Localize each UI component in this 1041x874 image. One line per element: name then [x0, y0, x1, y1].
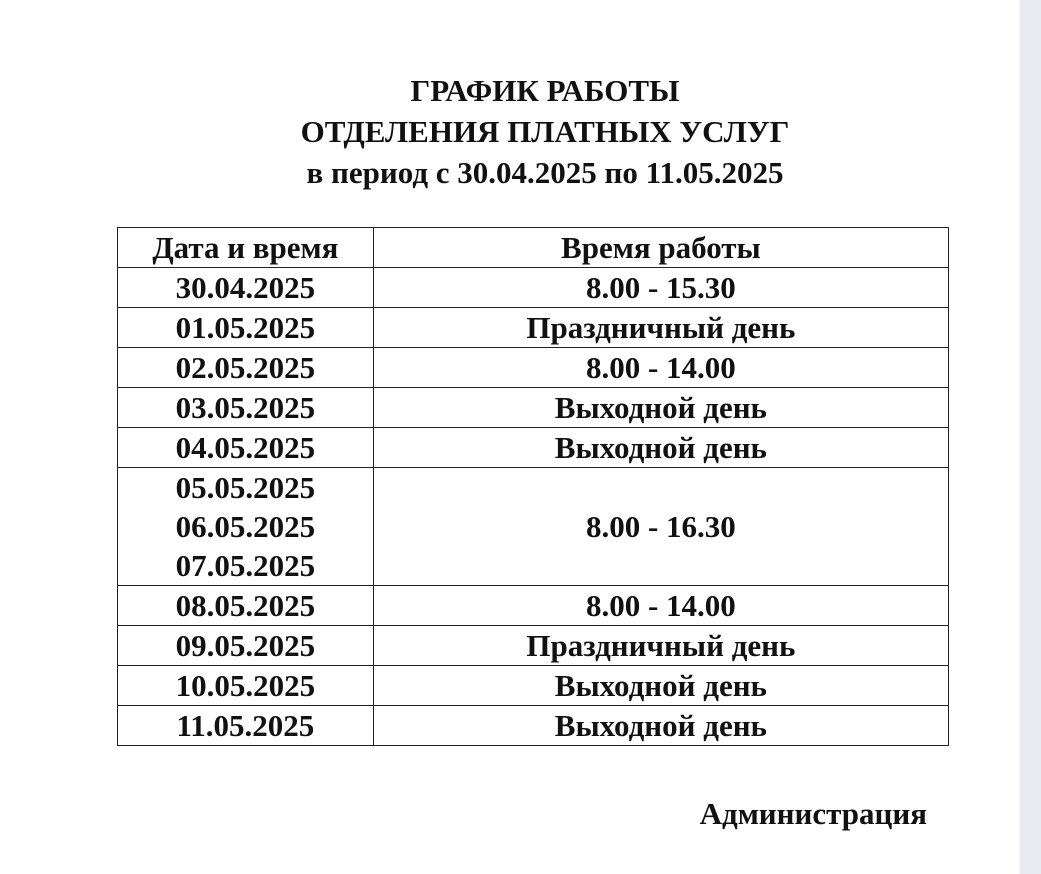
schedule-body [118, 268, 949, 746]
date-value: 10.05.2025 [175, 668, 316, 703]
hours-cell: Праздничный день [373, 626, 948, 666]
date-cell [118, 586, 374, 626]
scrollbar-track[interactable] [1020, 0, 1041, 874]
date-value: 30.04.2025 [175, 270, 316, 305]
title-line-3: в период с 30.04.2025 по 11.05.2025 [306, 155, 784, 190]
date-cell [118, 666, 374, 706]
date-value: 03.05.2025 [175, 390, 316, 425]
document-title [0, 70, 1041, 193]
title-line-2: ОТДЕЛЕНИЯ ПЛАТНЫХ УСЛУГ [300, 114, 790, 149]
date-value: 04.05.2025 [175, 430, 316, 465]
table-row [118, 348, 949, 388]
column-header-hours: Время работы [373, 228, 948, 268]
date-cell [118, 308, 374, 348]
table-row [118, 626, 949, 666]
table-row [118, 428, 949, 468]
hours-cell: 8.00 - 14.00 [373, 586, 948, 626]
date-value: 08.05.2025 [175, 588, 316, 623]
table-header-row [118, 228, 949, 268]
hours-cell: 8.00 - 16.30 [373, 468, 948, 586]
hours-cell: Выходной день [373, 428, 948, 468]
hours-cell: 8.00 - 14.00 [373, 348, 948, 388]
signature: Администрация [699, 796, 927, 831]
date-cell [118, 268, 374, 308]
date-value: 11.05.2025 [176, 708, 315, 743]
hours-cell: Выходной день [373, 388, 948, 428]
table-row [118, 268, 949, 308]
date-value: 07.05.2025 [175, 548, 316, 583]
hours-cell: Праздничный день [373, 308, 948, 348]
hours-cell: 8.00 - 15.30 [373, 268, 948, 308]
date-value: 01.05.2025 [175, 310, 316, 345]
column-header-date: Дата и время [118, 228, 374, 268]
hours-cell: Выходной день [373, 666, 948, 706]
date-cell [118, 388, 374, 428]
date-cell [118, 626, 374, 666]
table-row [118, 666, 949, 706]
table-row [118, 586, 949, 626]
date-value: 02.05.2025 [175, 350, 316, 385]
title-line-1: ГРАФИК РАБОТЫ [410, 73, 680, 108]
table-row [118, 308, 949, 348]
date-cell [118, 428, 374, 468]
date-cell [118, 348, 374, 388]
date-value: 06.05.2025 [175, 509, 316, 544]
table-row [118, 468, 949, 586]
date-value: 09.05.2025 [175, 628, 316, 663]
date-cell [118, 468, 374, 586]
hours-cell: Выходной день [373, 706, 948, 746]
date-value: 05.05.2025 [175, 470, 316, 505]
table-row [118, 388, 949, 428]
date-cell [118, 706, 374, 746]
schedule-table [117, 227, 949, 746]
table-row [118, 706, 949, 746]
